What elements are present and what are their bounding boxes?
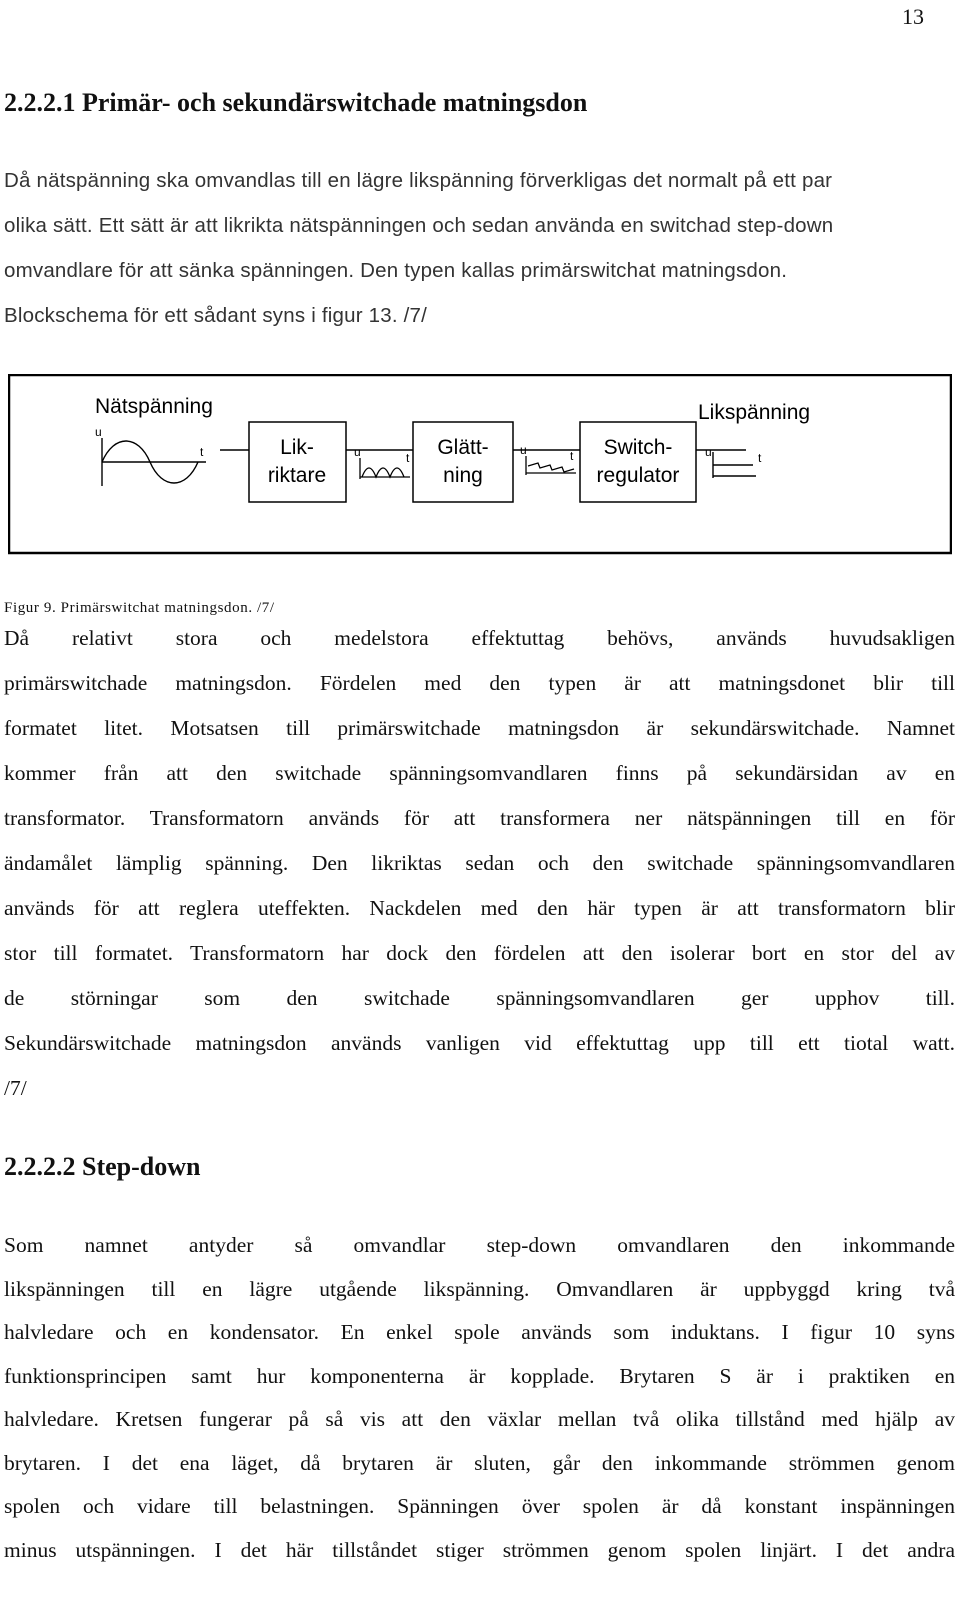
smoothing-block: [413, 422, 513, 502]
text-line: halvledare. Kretsen fungerar på så vis att den växlar mellan två olika tillstånd med hjälp av: [4, 1407, 955, 1431]
text-line: formatet litet. Motsatsen till primärswitchade matningsdon är sekundärswitchade. Namnet: [4, 716, 955, 740]
text-line: de störningar som den switchade spänningsomvandlaren ger upphov till.: [4, 986, 955, 1010]
switch-regulator-block: [580, 422, 696, 502]
text-line: Då relativt stora och medelstora effektuttag behövs, används huvudsakligen: [4, 626, 955, 650]
dc-output-graph: [713, 452, 756, 478]
switch-regulator-block-line2: regulator: [596, 464, 680, 487]
axis-label-t: t: [570, 449, 574, 463]
figure-caption: Figur 9. Primärswitchat matningsdon. /7/: [4, 600, 275, 616]
text-line: brytaren. I det ena läget, då brytaren är sluten, går den inkommande strömmen genom: [4, 1450, 955, 1475]
text-line: olika sätt. Ett sätt är att likrikta nätspänningen och sedan använda en switchad step-down: [4, 214, 834, 237]
intro-paragraph: [4, 158, 955, 338]
rectifier-block-line2: riktare: [267, 464, 327, 487]
section-heading-step-down: 2.2.2.2 Step-down: [4, 1152, 201, 1181]
axis-label-u: u: [95, 425, 102, 439]
body-paragraph-2: [4, 1224, 955, 1572]
text-line: funktionsprincipen samt hur komponenterna är kopplade. Brytaren S är i praktiken en: [4, 1363, 955, 1388]
output-label: Likspänning: [698, 401, 811, 424]
text-line: omvandlare för att sänka spänningen. Den typen kallas primärswitchat matningsdon.: [4, 259, 788, 282]
input-label: Nätspänning: [95, 395, 213, 418]
axis-label-u: u: [705, 445, 712, 459]
ripple-wave-graph: [526, 456, 576, 475]
text-line: Sekundärswitchade matningsdon används vanligen vid effektuttag upp till ett tiotal watt.: [4, 1031, 955, 1055]
text-line: Som namnet antyder så omvandlar step-down omvandlaren den inkommande: [4, 1233, 955, 1257]
axis-label-u: u: [354, 445, 361, 459]
rectifier-block-line1: Lik-: [280, 436, 314, 459]
text-line: likspänningen till en lägre utgående likspänning. Omvandlaren är uppbyggd kring två: [4, 1276, 955, 1301]
ripple-wave: [528, 463, 574, 472]
text-line: halvledare och en kondensator. En enkel spole används som induktans. I figur 10 syns: [4, 1320, 955, 1344]
text-line: stor till formatet. Transformatorn har dock den fördelen att den isolerar bort en stor del av: [4, 941, 955, 965]
text-line: ändamålet lämplig spänning. Den likriktas sedan och den switchade spänningsomvandlaren: [4, 851, 955, 875]
text-line: Blockschema för ett sådant syns i figur 13. /7/: [4, 304, 428, 327]
switch-regulator-block-line1: Switch-: [603, 436, 673, 459]
text-line: kommer från att den switchade spänningsomvandlaren finns på sekundärsidan av en: [4, 761, 955, 785]
text-line: primärswitchade matningsdon. Fördelen med den typen är att matningsdonet blir till: [4, 671, 955, 695]
text-line: spolen och vidare till belastningen. Spänningen över spolen är då konstant inspänningen: [4, 1494, 955, 1518]
section-heading-primar-sekundar: 2.2.2.1 Primär- och sekundärswitchade matningsdon: [4, 88, 588, 117]
rectified-wave-graph: [360, 458, 410, 479]
axis-label-t: t: [406, 451, 410, 465]
text-line: Då nätspänning ska omvandlas till en lägre likspänning förverkligas det normalt på ett par: [4, 169, 833, 192]
text-line: /7/: [4, 1076, 27, 1100]
axis-label-t: t: [200, 445, 204, 459]
block-diagram-figure: [8, 374, 952, 562]
text-line: transformator. Transformatorn används för att transformera ner nätspänningen till en för: [4, 806, 955, 830]
smoothing-block-line1: Glätt-: [437, 436, 489, 459]
axis-label-t: t: [758, 451, 762, 465]
body-paragraph-1: [4, 616, 955, 1111]
text-line: används för att reglera uteffekten. Nackdelen med den här typen är att transformatorn blir: [4, 896, 955, 920]
smoothing-block-line2: ning: [443, 464, 483, 487]
rectifier-block: [249, 422, 346, 502]
axis-label-u: u: [520, 443, 527, 457]
page-number: 13: [902, 4, 924, 29]
rectified-wave: [362, 468, 404, 477]
sine-wave-graph: [102, 438, 206, 486]
text-line: minus utspänningen. I det här tillståndet stiger strömmen genom spolen linjärt. I det andra: [4, 1537, 955, 1562]
